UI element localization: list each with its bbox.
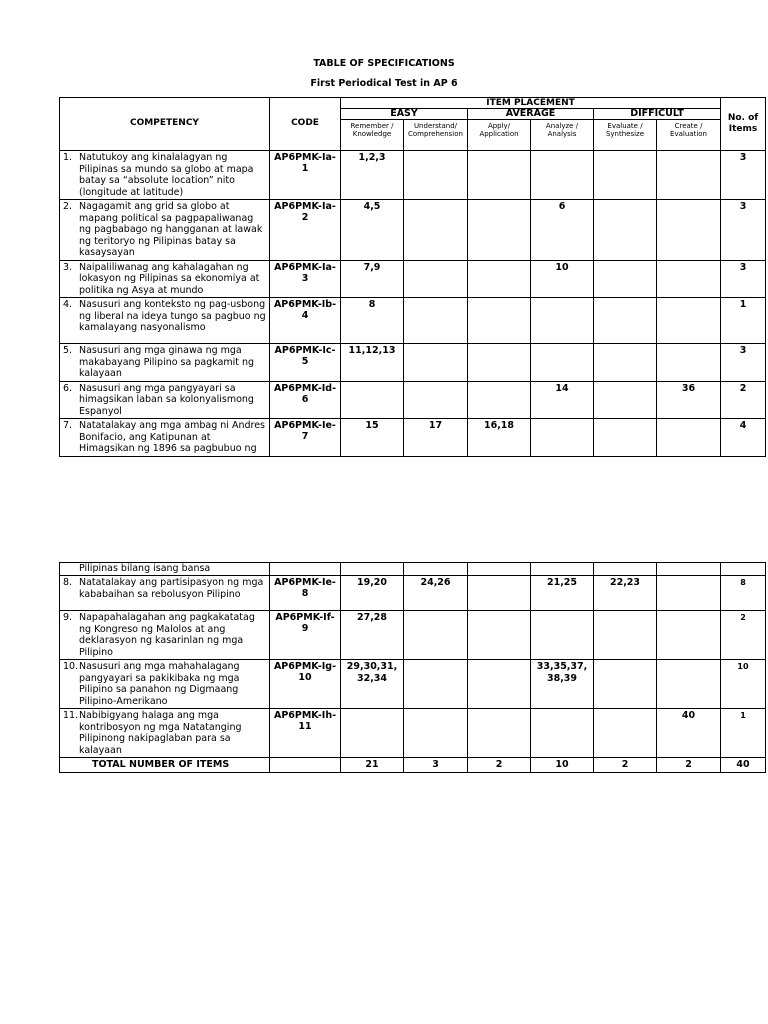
item-placement-cell: 10 [531,260,594,298]
code-cell: AP6PMK-Ih-11 [270,709,341,758]
item-placement-cell [468,381,531,419]
column-total-cell: 2 [594,758,657,773]
item-placement-cell [657,344,721,382]
item-placement-cell [594,611,657,660]
row-total-cell: 4 [721,419,766,457]
item-placement-cell [594,709,657,758]
header-easy: EASY [341,109,468,120]
item-placement-cell [341,709,404,758]
item-placement-cell [657,611,721,660]
item-placement-cell [594,381,657,419]
competency-text: Nasusuri ang konteksto ng pag-usbong ng liberal na ideya tungo sa pagbuo ng kamalayang nasyonalismo [79,299,266,333]
item-placement-cell [468,576,531,611]
item-placement-cell [341,381,404,419]
table-row [60,709,766,758]
column-total-cell: 3 [404,758,468,773]
row-total-cell: 3 [721,260,766,298]
item-placement-cell [404,611,468,660]
item-placement-cell [657,200,721,261]
item-placement-cell: 17 [404,419,468,457]
row-total-cell: 1 [721,298,766,344]
item-placement-cell [594,298,657,344]
item-placement-cell: 40 [657,709,721,758]
row-total-cell: 3 [721,344,766,382]
item-placement-cell [404,344,468,382]
competency-cell [60,419,270,457]
grand-total-cell: 40 [721,758,766,773]
item-placement-cell [468,151,531,200]
item-placement-cell: 33,35,37, 38,39 [531,660,594,709]
continuation-text: Pilipinas bilang isang bansa [60,563,270,576]
header-difficult: DIFFICULT [594,109,721,120]
competency-text: Nabibigyang halaga ang mga kontribosyon ng mga Natatanging Pilipinong nakipaglaban para sa kalayaan [79,710,242,756]
header-average: AVERAGE [468,109,594,120]
item-placement-cell [404,298,468,344]
competency-number: 8. [63,577,73,588]
column-total-cell: 2 [468,758,531,773]
item-placement-cell [531,344,594,382]
item-placement-cell [404,660,468,709]
item-placement-cell [531,298,594,344]
code-cell: AP6PMK-Ib-4 [270,298,341,344]
code-cell: AP6PMK-Ie-8 [270,576,341,611]
item-placement-cell: 4,5 [341,200,404,261]
table-row [60,344,766,382]
totals-label: TOTAL NUMBER OF ITEMS [60,758,270,773]
item-placement-cell: 21,25 [531,576,594,611]
column-total-cell: 2 [657,758,721,773]
item-placement-cell [657,298,721,344]
table-row [60,660,766,709]
item-placement-cell [594,344,657,382]
competency-text: Nasusuri ang mga pangyayari sa himagsikan laban sa kolonyalismong Espanyol [79,382,254,417]
competency-text: Natatalakay ang partisipasyon ng mga kababaihan sa rebolusyon Pilipino [79,577,264,600]
competency-number: 7. [63,420,73,431]
item-placement-cell [531,419,594,457]
item-placement-cell [404,260,468,298]
item-placement-cell: 14 [531,381,594,419]
table-row [60,298,766,344]
item-placement-cell [594,151,657,200]
competency-text: Napapahalagahan ang pagkakatatag ng Kongreso ng Malolos at ang deklarasyon ng kasarinlan ng mga Pilipino [79,612,255,658]
competency-number: 10. [63,661,79,672]
item-placement-cell [404,151,468,200]
specifications-table-continued [59,562,766,773]
competency-cell [60,260,270,298]
table-row [60,200,766,261]
competency-cell [60,298,270,344]
header-item-placement: ITEM PLACEMENT [341,98,721,109]
item-placement-cell [404,381,468,419]
header-remember: Remember / Knowledge [341,120,404,151]
row-total-cell: 8 [721,576,766,611]
competency-cell [60,660,270,709]
competency-text: Nagagamit ang grid sa globo at mapang political sa pagpapaliwanag ng pagbabago ng hangganan at lawak ng teritoryo ng Pilipinas batay sa kasaysayan [79,201,263,258]
table-row [60,381,766,419]
header-understand: Understand/ Comprehension [404,120,468,151]
competency-cell [60,200,270,261]
code-cell: AP6PMK-Ia-3 [270,260,341,298]
row-total-cell: 3 [721,151,766,200]
table-row [60,611,766,660]
competency-text: Naipaliliwanag ang kahalagahan ng lokasyon ng Pilipinas sa ekonomiya at politika ng Asya at mundo [79,261,260,296]
competency-cell [60,381,270,419]
item-placement-cell: 36 [657,381,721,419]
code-cell: AP6PMK-Ia-2 [270,200,341,261]
item-placement-cell [404,200,468,261]
item-placement-cell [468,298,531,344]
code-cell: AP6PMK-Ig-10 [270,660,341,709]
item-placement-cell [468,260,531,298]
item-placement-cell [468,344,531,382]
item-placement-cell [404,709,468,758]
item-placement-cell: 7,9 [341,260,404,298]
competency-number: 5. [63,345,73,356]
code-cell: AP6PMK-Ia-1 [270,151,341,200]
row-total-cell: 2 [721,381,766,419]
header-code: CODE [270,98,341,151]
code-cell: AP6PMK-Ie-7 [270,419,341,457]
row-total-cell: 3 [721,200,766,261]
code-cell: AP6PMK-Ic-5 [270,344,341,382]
competency-text: Nasusuri ang mga mahahalagang pangyayari sa pakikibaka ng mga Pilipino sa panahon ng Digmaang Pilipino-Amerikano [79,661,240,707]
competency-cell [60,611,270,660]
item-placement-cell [657,660,721,709]
header-apply: Apply/ Application [468,120,531,151]
row-total-cell: 1 [721,709,766,758]
item-placement-cell: 8 [341,298,404,344]
item-placement-cell [468,611,531,660]
header-no-of-items: No. of Items [721,98,766,151]
competency-number: 11. [63,710,79,721]
competency-cell [60,709,270,758]
item-placement-cell: 16,18 [468,419,531,457]
competency-cell [60,344,270,382]
competency-cell [60,151,270,200]
item-placement-cell: 11,12,13 [341,344,404,382]
item-placement-cell [594,200,657,261]
continuation-row [60,563,766,576]
table-row [60,260,766,298]
competency-number: 4. [63,299,73,310]
item-placement-cell [657,260,721,298]
item-placement-cell: 6 [531,200,594,261]
column-total-cell: 21 [341,758,404,773]
header-analyze: Analyze / Analysis [531,120,594,151]
competency-number: 1. [63,152,73,163]
competency-text: Natutukoy ang kinalalagyan ng Pilipinas sa mundo sa globo at mapa batay sa “absolute location” nito (longitude at latitude) [79,152,254,198]
table-row [60,419,766,457]
table-row [60,576,766,611]
document-title: TABLE OF SPECIFICATIONS [313,58,455,69]
item-placement-cell [468,200,531,261]
row-total-cell: 10 [721,660,766,709]
code-cell: AP6PMK-If-9 [270,611,341,660]
header-evaluate: Evaluate / Synthesize [594,120,657,151]
item-placement-cell [468,660,531,709]
item-placement-cell: 22,23 [594,576,657,611]
header-competency: COMPETENCY [60,98,270,151]
competency-number: 9. [63,612,73,623]
item-placement-cell: 15 [341,419,404,457]
column-total-cell: 10 [531,758,594,773]
item-placement-cell [657,419,721,457]
specifications-table [59,97,766,457]
item-placement-cell: 27,28 [341,611,404,660]
row-total-cell: 2 [721,611,766,660]
item-placement-cell [657,576,721,611]
competency-text: Nasusuri ang mga ginawa ng mga makabayang Pilipino sa pagkamit ng kalayaan [79,345,255,379]
code-cell: AP6PMK-Id-6 [270,381,341,419]
item-placement-cell [594,419,657,457]
competency-text: Natatalakay ang mga ambag ni Andres Bonifacio, ang Katipunan at Himagsikan ng 1896 sa pagbubuo ng [79,420,265,454]
header-create: Create / Evaluation [657,120,721,151]
item-placement-cell [531,151,594,200]
item-placement-cell: 24,26 [404,576,468,611]
item-placement-cell [531,611,594,660]
item-placement-cell [594,260,657,298]
item-placement-cell [594,660,657,709]
totals-row [60,758,766,773]
item-placement-cell [531,709,594,758]
competency-number: 3. [63,261,73,273]
item-placement-cell: 1,2,3 [341,151,404,200]
item-placement-cell: 29,30,31, 32,34 [341,660,404,709]
competency-number: 6. [63,382,73,394]
item-placement-cell [468,709,531,758]
item-placement-cell: 19,20 [341,576,404,611]
competency-number: 2. [63,201,73,212]
competency-cell [60,576,270,611]
document-subtitle: First Periodical Test in AP 6 [310,78,458,89]
table-row [60,151,766,200]
item-placement-cell [657,151,721,200]
